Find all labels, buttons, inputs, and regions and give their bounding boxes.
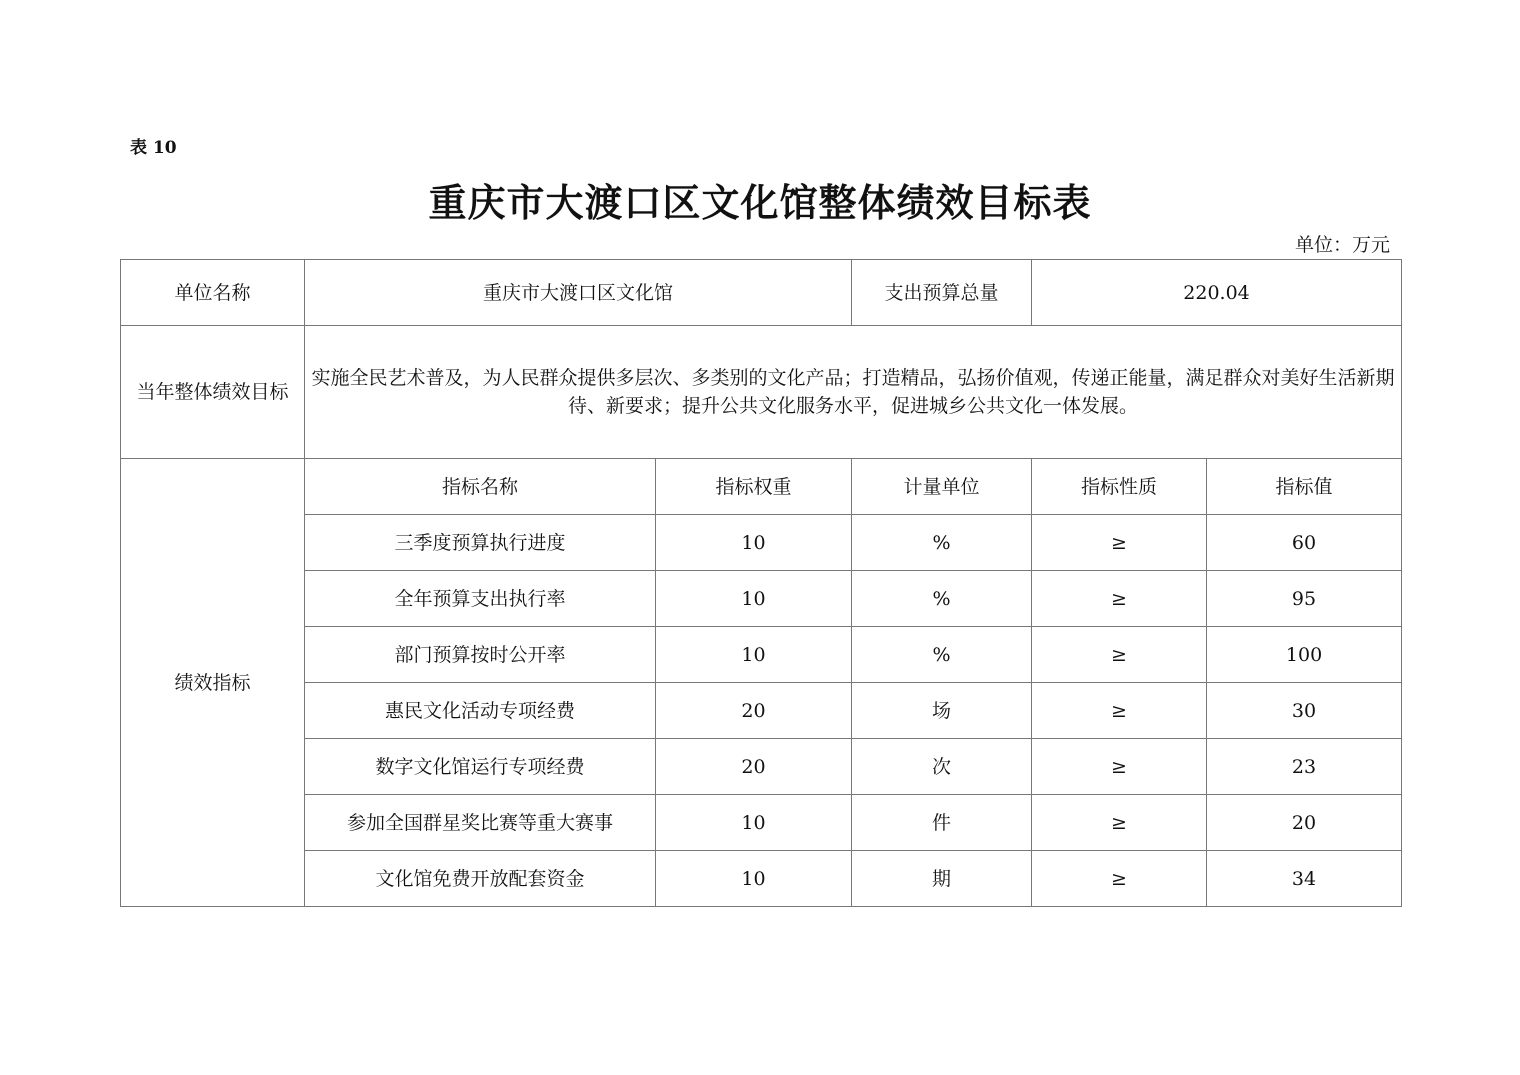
indicator-nature: ≥ [1032, 571, 1207, 627]
performance-table [120, 259, 1402, 907]
indicator-unit: % [852, 515, 1032, 571]
document-title: 重庆市大渡口区文化馆整体绩效目标表 [428, 181, 1092, 225]
unit-label: 单位：万元 [1294, 234, 1390, 256]
unit-name-label: 单位名称 [121, 260, 305, 326]
indicator-unit: 场 [852, 683, 1032, 739]
goal-text: 实施全民艺术普及，为人民群众提供多层次、多类别的文化产品；打造精品，弘扬价值观，传递正能量，满足群众对美好生活新期待、新要求；提升公共文化服务水平，促进城乡公共文化一体发展。 [305, 326, 1402, 459]
unit-name-value: 重庆市大渡口区文化馆 [305, 260, 852, 326]
table-row [121, 571, 1402, 627]
table-row [121, 739, 1402, 795]
indicator-weight: 10 [656, 795, 852, 851]
indicator-nature: ≥ [1032, 795, 1207, 851]
budget-label: 支出预算总量 [852, 260, 1032, 326]
indicator-nature: ≥ [1032, 851, 1207, 907]
indicator-unit: % [852, 627, 1032, 683]
column-header: 指标性质 [1032, 459, 1207, 515]
indicator-nature: ≥ [1032, 627, 1207, 683]
column-header: 计量单位 [852, 459, 1032, 515]
indicator-unit: 次 [852, 739, 1032, 795]
table-row [121, 627, 1402, 683]
column-header: 指标值 [1207, 459, 1402, 515]
indicator-value: 100 [1207, 627, 1402, 683]
goal-row [121, 326, 1402, 459]
indicator-name: 参加全国群星奖比赛等重大赛事 [305, 795, 656, 851]
indicator-weight: 20 [656, 739, 852, 795]
indicator-name: 惠民文化活动专项经费 [305, 683, 656, 739]
indicator-name: 三季度预算执行进度 [305, 515, 656, 571]
indicator-value: 95 [1207, 571, 1402, 627]
indicators-label: 绩效指标 [121, 459, 305, 907]
table-row [121, 515, 1402, 571]
indicator-unit: % [852, 571, 1032, 627]
indicator-weight: 10 [656, 515, 852, 571]
indicator-unit: 件 [852, 795, 1032, 851]
indicator-value: 60 [1207, 515, 1402, 571]
indicator-value: 20 [1207, 795, 1402, 851]
indicator-weight: 20 [656, 683, 852, 739]
indicator-name: 全年预算支出执行率 [305, 571, 656, 627]
indicator-name: 部门预算按时公开率 [305, 627, 656, 683]
indicator-name: 数字文化馆运行专项经费 [305, 739, 656, 795]
indicator-value: 23 [1207, 739, 1402, 795]
indicator-weight: 10 [656, 851, 852, 907]
indicator-name: 文化馆免费开放配套资金 [305, 851, 656, 907]
goal-label: 当年整体绩效目标 [121, 326, 305, 459]
indicator-value: 34 [1207, 851, 1402, 907]
table-row [121, 851, 1402, 907]
table-row [121, 795, 1402, 851]
table-row [121, 683, 1402, 739]
column-header: 指标权重 [656, 459, 852, 515]
indicator-unit: 期 [852, 851, 1032, 907]
indicator-nature: ≥ [1032, 683, 1207, 739]
indicator-nature: ≥ [1032, 739, 1207, 795]
header-row [121, 260, 1402, 326]
indicator-header-row [121, 459, 1402, 515]
indicator-nature: ≥ [1032, 515, 1207, 571]
indicator-weight: 10 [656, 627, 852, 683]
table-number: 表 10 [130, 138, 177, 158]
column-header: 指标名称 [305, 459, 656, 515]
indicator-value: 30 [1207, 683, 1402, 739]
budget-value: 220.04 [1032, 260, 1402, 326]
indicator-weight: 10 [656, 571, 852, 627]
